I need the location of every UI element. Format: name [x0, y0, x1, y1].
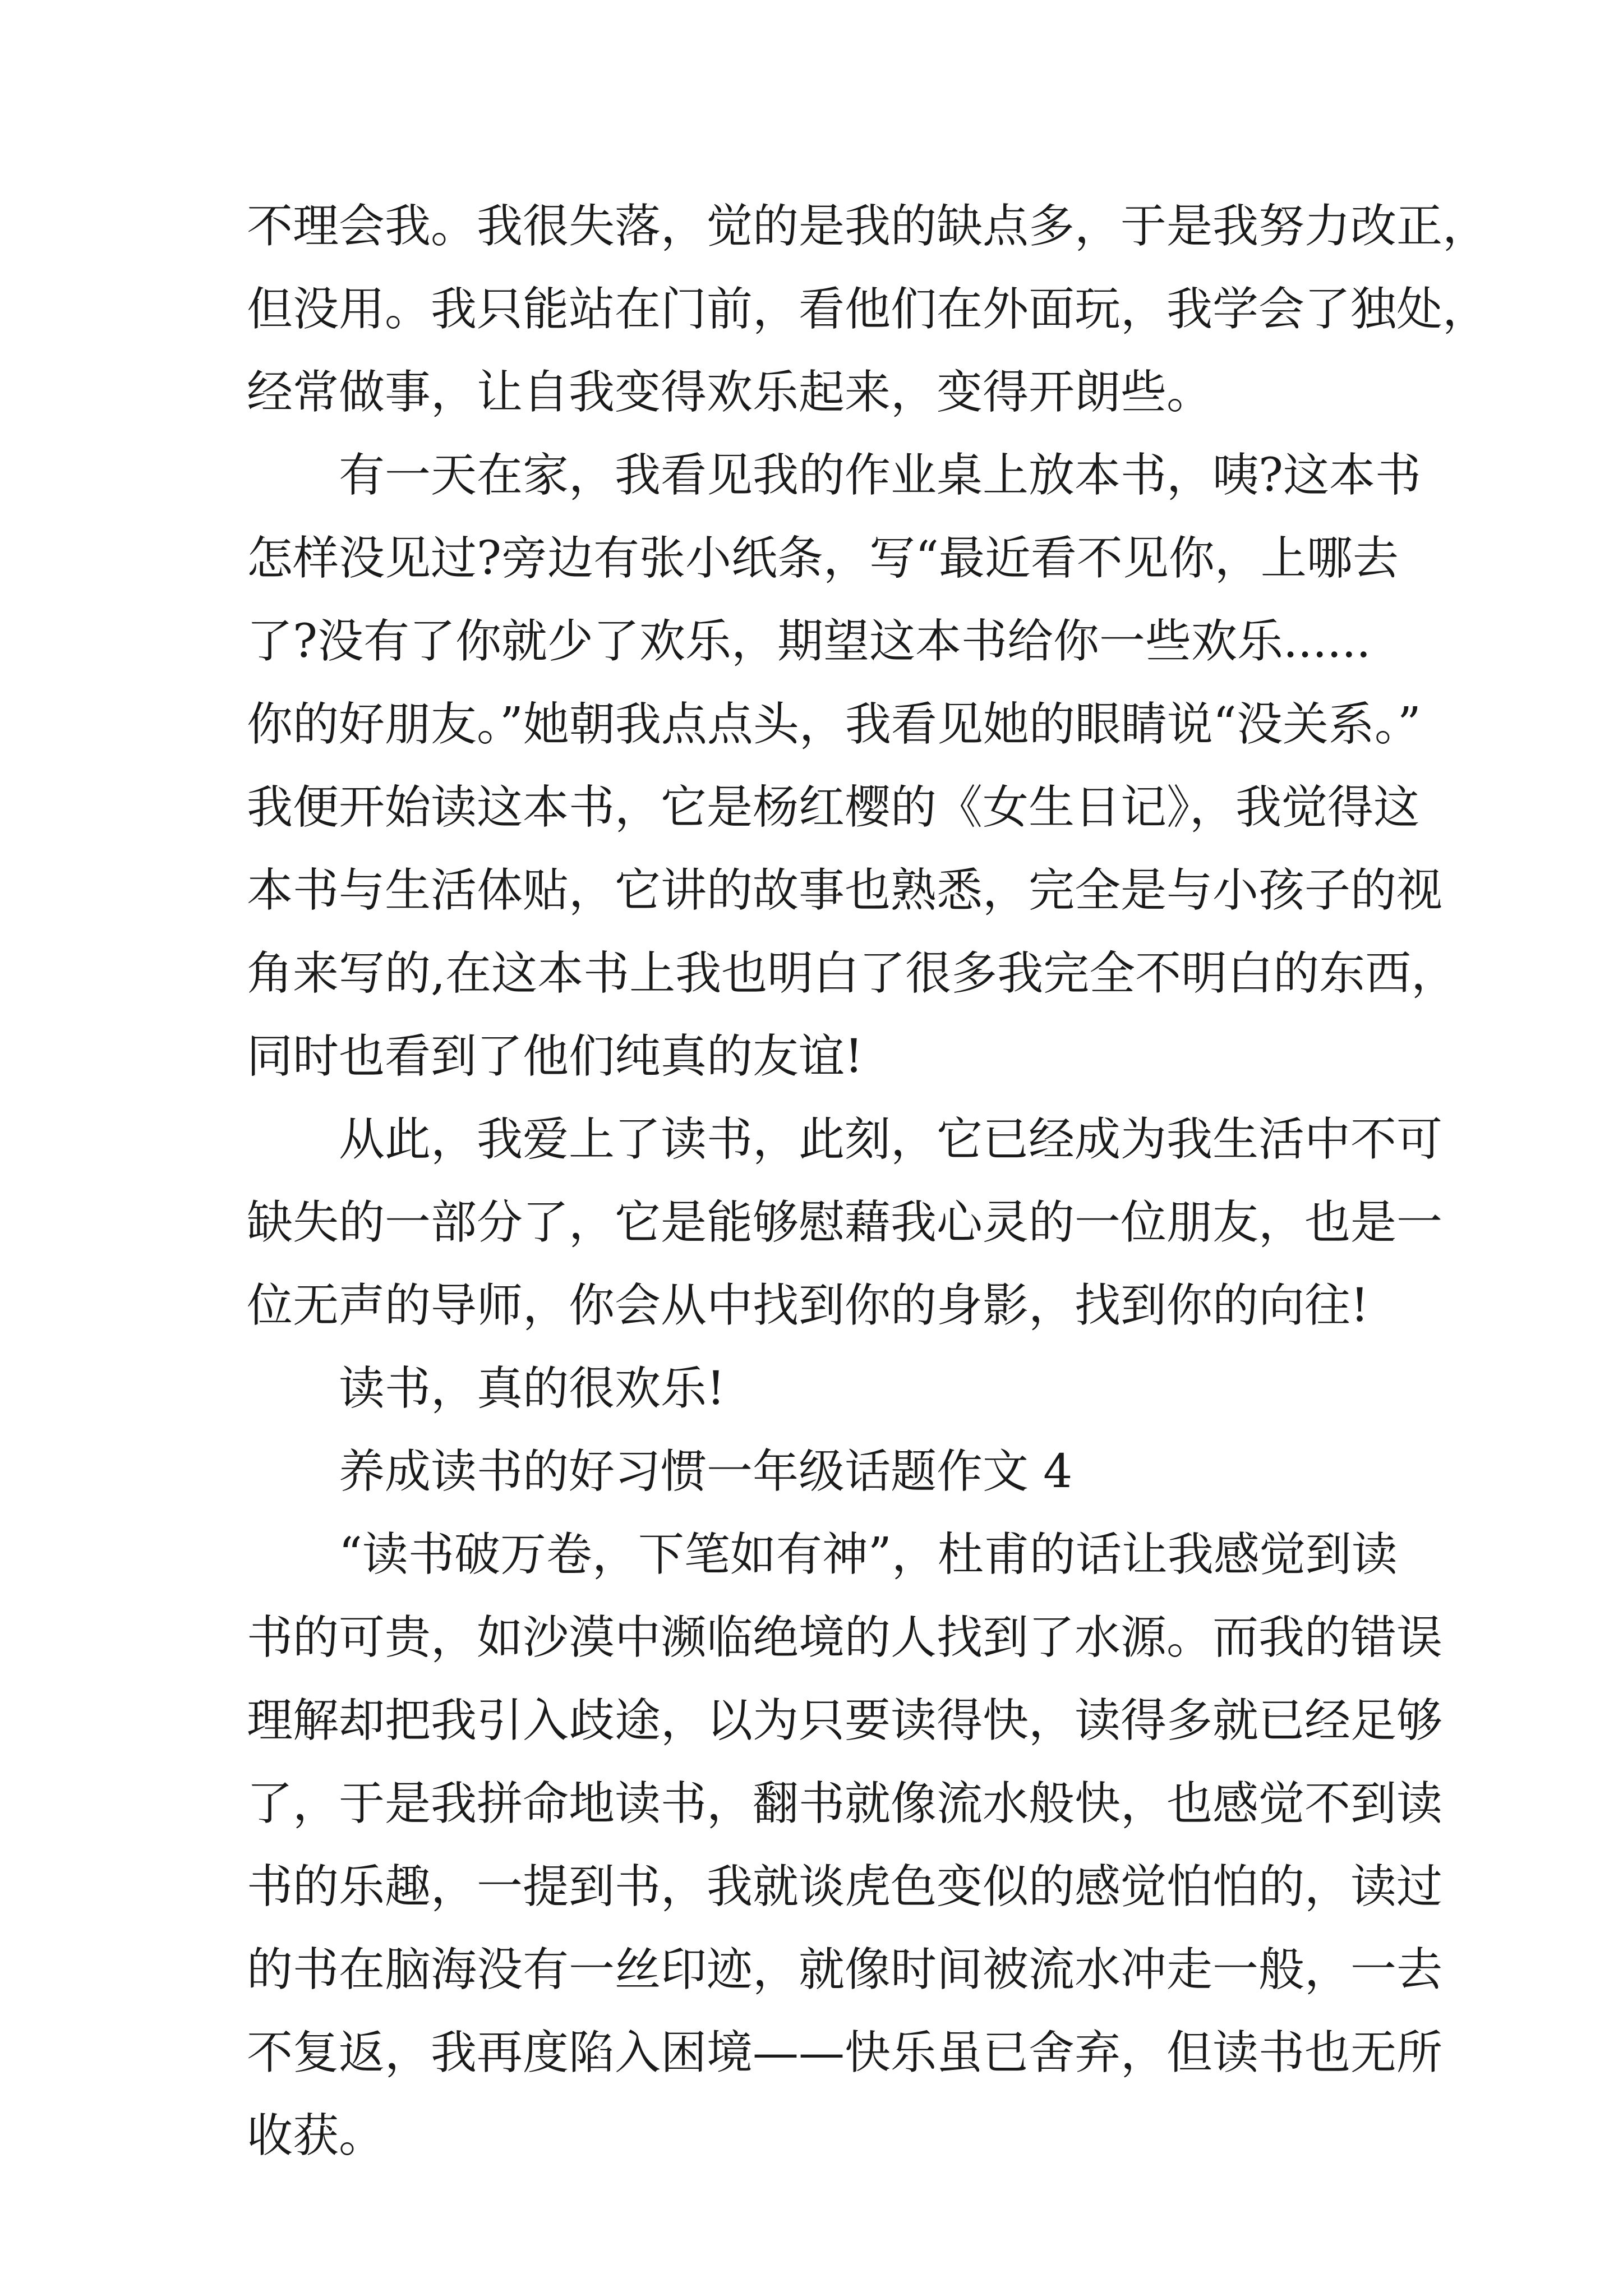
text-line: 了，于是我拼命地读书，翻书就像流水般快，也感觉不到读: [247, 1777, 1443, 1830]
text-line: 位无声的导师，你会从中找到你的身影，找到你的向往!: [247, 1279, 1369, 1332]
text-line: 但没用。我只能站在门前，看他们在外面玩，我学会了独处，: [247, 283, 1489, 336]
text-line: 了?没有了你就少了欢乐，期望这本书给你一些欢乐......: [247, 615, 1371, 668]
text-line: 同时也看到了他们纯真的友谊!: [247, 1030, 863, 1083]
text-line: 怎样没见过?旁边有张小纸条，写“最近看不见你，上哪去: [247, 532, 1399, 585]
text-line: 本书与生活体贴，它讲的故事也熟悉，完全是与小孩子的视: [247, 864, 1443, 917]
text-line: 经常做事，让自我变得欢乐起来，变得开朗些。: [247, 366, 1213, 419]
essay-body: [247, 185, 1489, 2178]
text-line: 角来写的,在这本书上我也明白了很多我完全不明白的东西，: [247, 947, 1458, 1000]
text-line: 有一天在家，我看见我的作业桌上放本书，咦?这本书: [339, 449, 1421, 502]
text-line: 收获。: [247, 2109, 385, 2162]
text-line: 你的好朋友。”她朝我点点头，我看见她的眼睛说“没关系。”: [247, 698, 1421, 751]
text-line: 不复返，我再度陷入困境——快乐虽已舍弃，但读书也无所: [247, 2026, 1443, 2079]
text-line: 书的乐趣，一提到书，我就谈虎色变似的感觉怕怕的，读过: [247, 1860, 1443, 1913]
text-line: 从此，我爱上了读书，此刻，它已经成为我生活中不可: [339, 1113, 1443, 1166]
text-line: 读书，真的很欢乐!: [339, 1362, 725, 1415]
text-line: “读书破万卷，下笔如有神”，杜甫的话让我感觉到读: [339, 1528, 1398, 1581]
text-line: 的书在脑海没有一丝印迹，就像时间被流水冲走一般，一去: [247, 1943, 1443, 1996]
text-line: 理解却把我引入歧途，以为只要读得快，读得多就已经足够: [247, 1694, 1443, 1747]
text-line: 不理会我。我很失落，觉的是我的缺点多，于是我努力改正，: [247, 200, 1489, 253]
text-line: 书的可贵，如沙漠中濒临绝境的人找到了水源。而我的错误: [247, 1611, 1443, 1664]
section-heading: 养成读书的好习惯一年级话题作文 4: [339, 1445, 1073, 1498]
text-line: 我便开始读这本书，它是杨红樱的《女生日记》，我觉得这: [247, 781, 1420, 834]
text-line: 缺失的一部分了，它是能够慰藉我心灵的一位朋友，也是一: [247, 1196, 1443, 1249]
